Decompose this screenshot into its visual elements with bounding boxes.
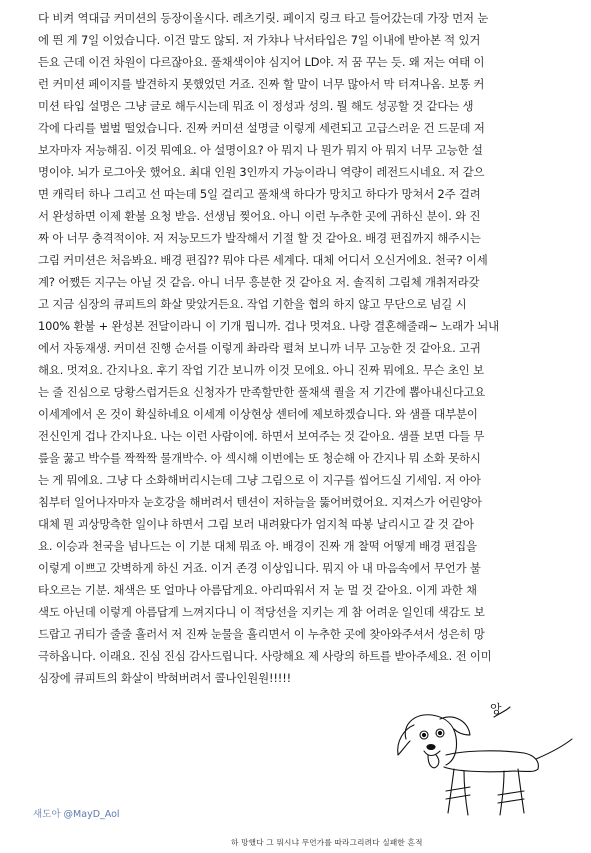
letter-body [38,7,557,689]
letter-line: 타오르는 기분. 채색은 또 얼마나 아름답게요. 아리따워서 저 눈 멀 것 같아요. 이게 과한 채 [38,583,477,597]
letter-line: 에서 자동재생. 커미션 진행 순서를 이렇게 촤라락 펼쳐 보니까 너무 고능한 것 같아요. 고귀 [38,341,481,355]
letter-line: 는 게 뭐에요. 그냥 다 소화해버리시는데 그냥 그림으로 이 지구를 씹어드실 기세임. 저 아아 [38,473,481,487]
letter-line: 고 지금 심장의 큐피트의 화살 맞았거든요. 작업 기한을 협의 하지 않고 무단으로 넘길 시 [38,297,467,311]
letter-line: 든요 근데 이건 차원이 다르잖아요. 풀채색이야 심지어 LD야. 저 꿈 꾸는 듯. 왜 저는 여태 이 [38,55,485,69]
letter-line: 심장에 큐피트의 화살이 박혀버려서 콜나인원원!!!!! [38,671,292,685]
dog-doodle [384,695,584,835]
letter-line: 런 커미션 페이지를 발견하지 못했었던 거죠. 진짜 할 말이 너무 많아서 막 터져나옴. 보통 커 [38,77,485,91]
letter-line: 이렇게 이쁘고 갓벽하게 하신 거죠. 이거 존경 이상입니다. 뭐지 아 내 마음속에서 무언가 불 [38,561,481,575]
letter-line: 다 비켜 역대급 커미션의 등장이올시다. 레츠기릿. 페이지 링크 타고 들어갔는데 가장 먼저 눈 [38,11,489,25]
letter-line: 계? 어쨌든 지구는 아닐 것 같음. 아니 너무 흥분한 것 같아요 저. 솔직히 그림체 개취저라갖 [38,275,480,289]
doodle-caption: 하 망했다 그 뭐시냐 무언가를 따라그리려다 실패한 흔적 [231,838,423,847]
letter-line: 해요. 멋져요. 간지나요. 후기 작업 기간 보니까 이것 모에요. 아니 진짜 뭐에요. 무슨 초인 보 [38,363,484,377]
letter-line: 드랍고 귀티가 줄줄 흘러서 저 진짜 눈물을 흘리면서 이 누추한 곳에 찾아와주셔서 성은히 망 [38,627,485,641]
letter-line: 침부터 일어나자마자 눈호강을 해버려서 텐션이 저하늘을 뚫어버렸어요. 지져스가 어린양아 [38,495,482,509]
letter-line: 에 띈 게 7일 이었습니다. 이건 말도 않되. 저 가챠나 낙서타입은 7일 이내에 받아본 적 있거 [38,33,481,47]
letter-line: 서 완성하면 이제 환불 요청 받음. 선생님 찢어요. 아니 이런 누추한 곳에 귀하신 분이. 와 진 [38,209,481,223]
letter-line: 보자마자 저능해짐. 이것 뭐예요. 아 설명이요? 아 뭐지 나 뭔가 뭐지 아 뭐지 너무 고능한 설 [38,143,483,157]
letter-line: 요. 이승과 천국을 넘나드는 이 기분 대체 뭐죠 아. 배경이 진짜 개 찰떡 어떻게 배경 편집을 [38,539,477,553]
letter-line: 각에 다리를 벌벌 떨었습니다. 진짜 커미션 설명글 이렇게 세련되고 고급스러운 건 드문데 저 [38,121,485,135]
letter-line: 릎을 꿇고 박수를 짝짝짝 물개박수. 아 섹시해 이번에는 또 청순해 아 간지나 뭐 소화 못하시 [38,451,481,465]
letter-line: 색도 아닌데 이렇게 아름답게 느껴지다니 이 적당선을 지키는 게 참 어려운 일인데 색감도 보 [38,605,485,619]
letter-line: 극하옵니다. 이래요. 진심 진심 감사드립니다. 사랑해요 제 사랑의 하트를 받아주세요. 전 이미 [38,649,492,663]
letter-line: 대체 뭔 괴상망측한 일이냐 하면서 그림 보러 내려왔다가 엄지척 따봉 날리시고 갈 것 같아 [38,517,474,531]
letter-line: 이세계에서 온 것이 확실하네요 이세계 이상현상 센터에 제보하겠습니다. 와 샘플 대부분이 [38,407,478,421]
letter-line: 100% 환불 + 완성본 전달이라니 이 기개 뭡니까. 겁나 멋져요. 나랑 결혼해줄래~ 노래가 뇌내 [38,319,499,333]
letter-line: 미션 타입 설명은 그냥 글로 해두시는데 뭐죠 이 정성과 성의. 뭘 해도 성공할 것 같다는 생 [38,99,474,113]
letter-line: 짜 아 너무 충격적이야. 저 저능모드가 발작해서 기절 할 것 같아요. 배경 편집까지 해주시는 [38,231,481,245]
letter-line: 면 캐릭터 하나 그리고 선 따는데 5일 걸리고 풀채색 하다가 망치고 하다가 망쳐서 2주 걸려 [38,187,481,201]
letter-line: 명이야. 뇌가 로그아웃 했어요. 최대 인원 3인까지 가능이라니 역량이 레전드시네요. 저 같으 [38,165,485,179]
letter-line: 전신인게 겁나 간지나요. 나는 이런 사람이에. 하면서 보여주는 것 같아요. 샘플 보면 다들 무 [38,429,485,443]
letter-line: 그림 커미션은 처음봐요. 배경 편집?? 뭐야 다른 세계다. 대체 어디서 오신거에요. 천국? 이세 [38,253,488,267]
author-signature: 새도아 @MayD_Aol [33,809,120,820]
letter-line: 는 줄 진심으로 당황스럽거든요 신청자가 만족할만한 풀채색 퀄을 저 기간에 뽑아내신다고요 [38,385,486,399]
doodle-speech: 앙 [490,702,502,716]
